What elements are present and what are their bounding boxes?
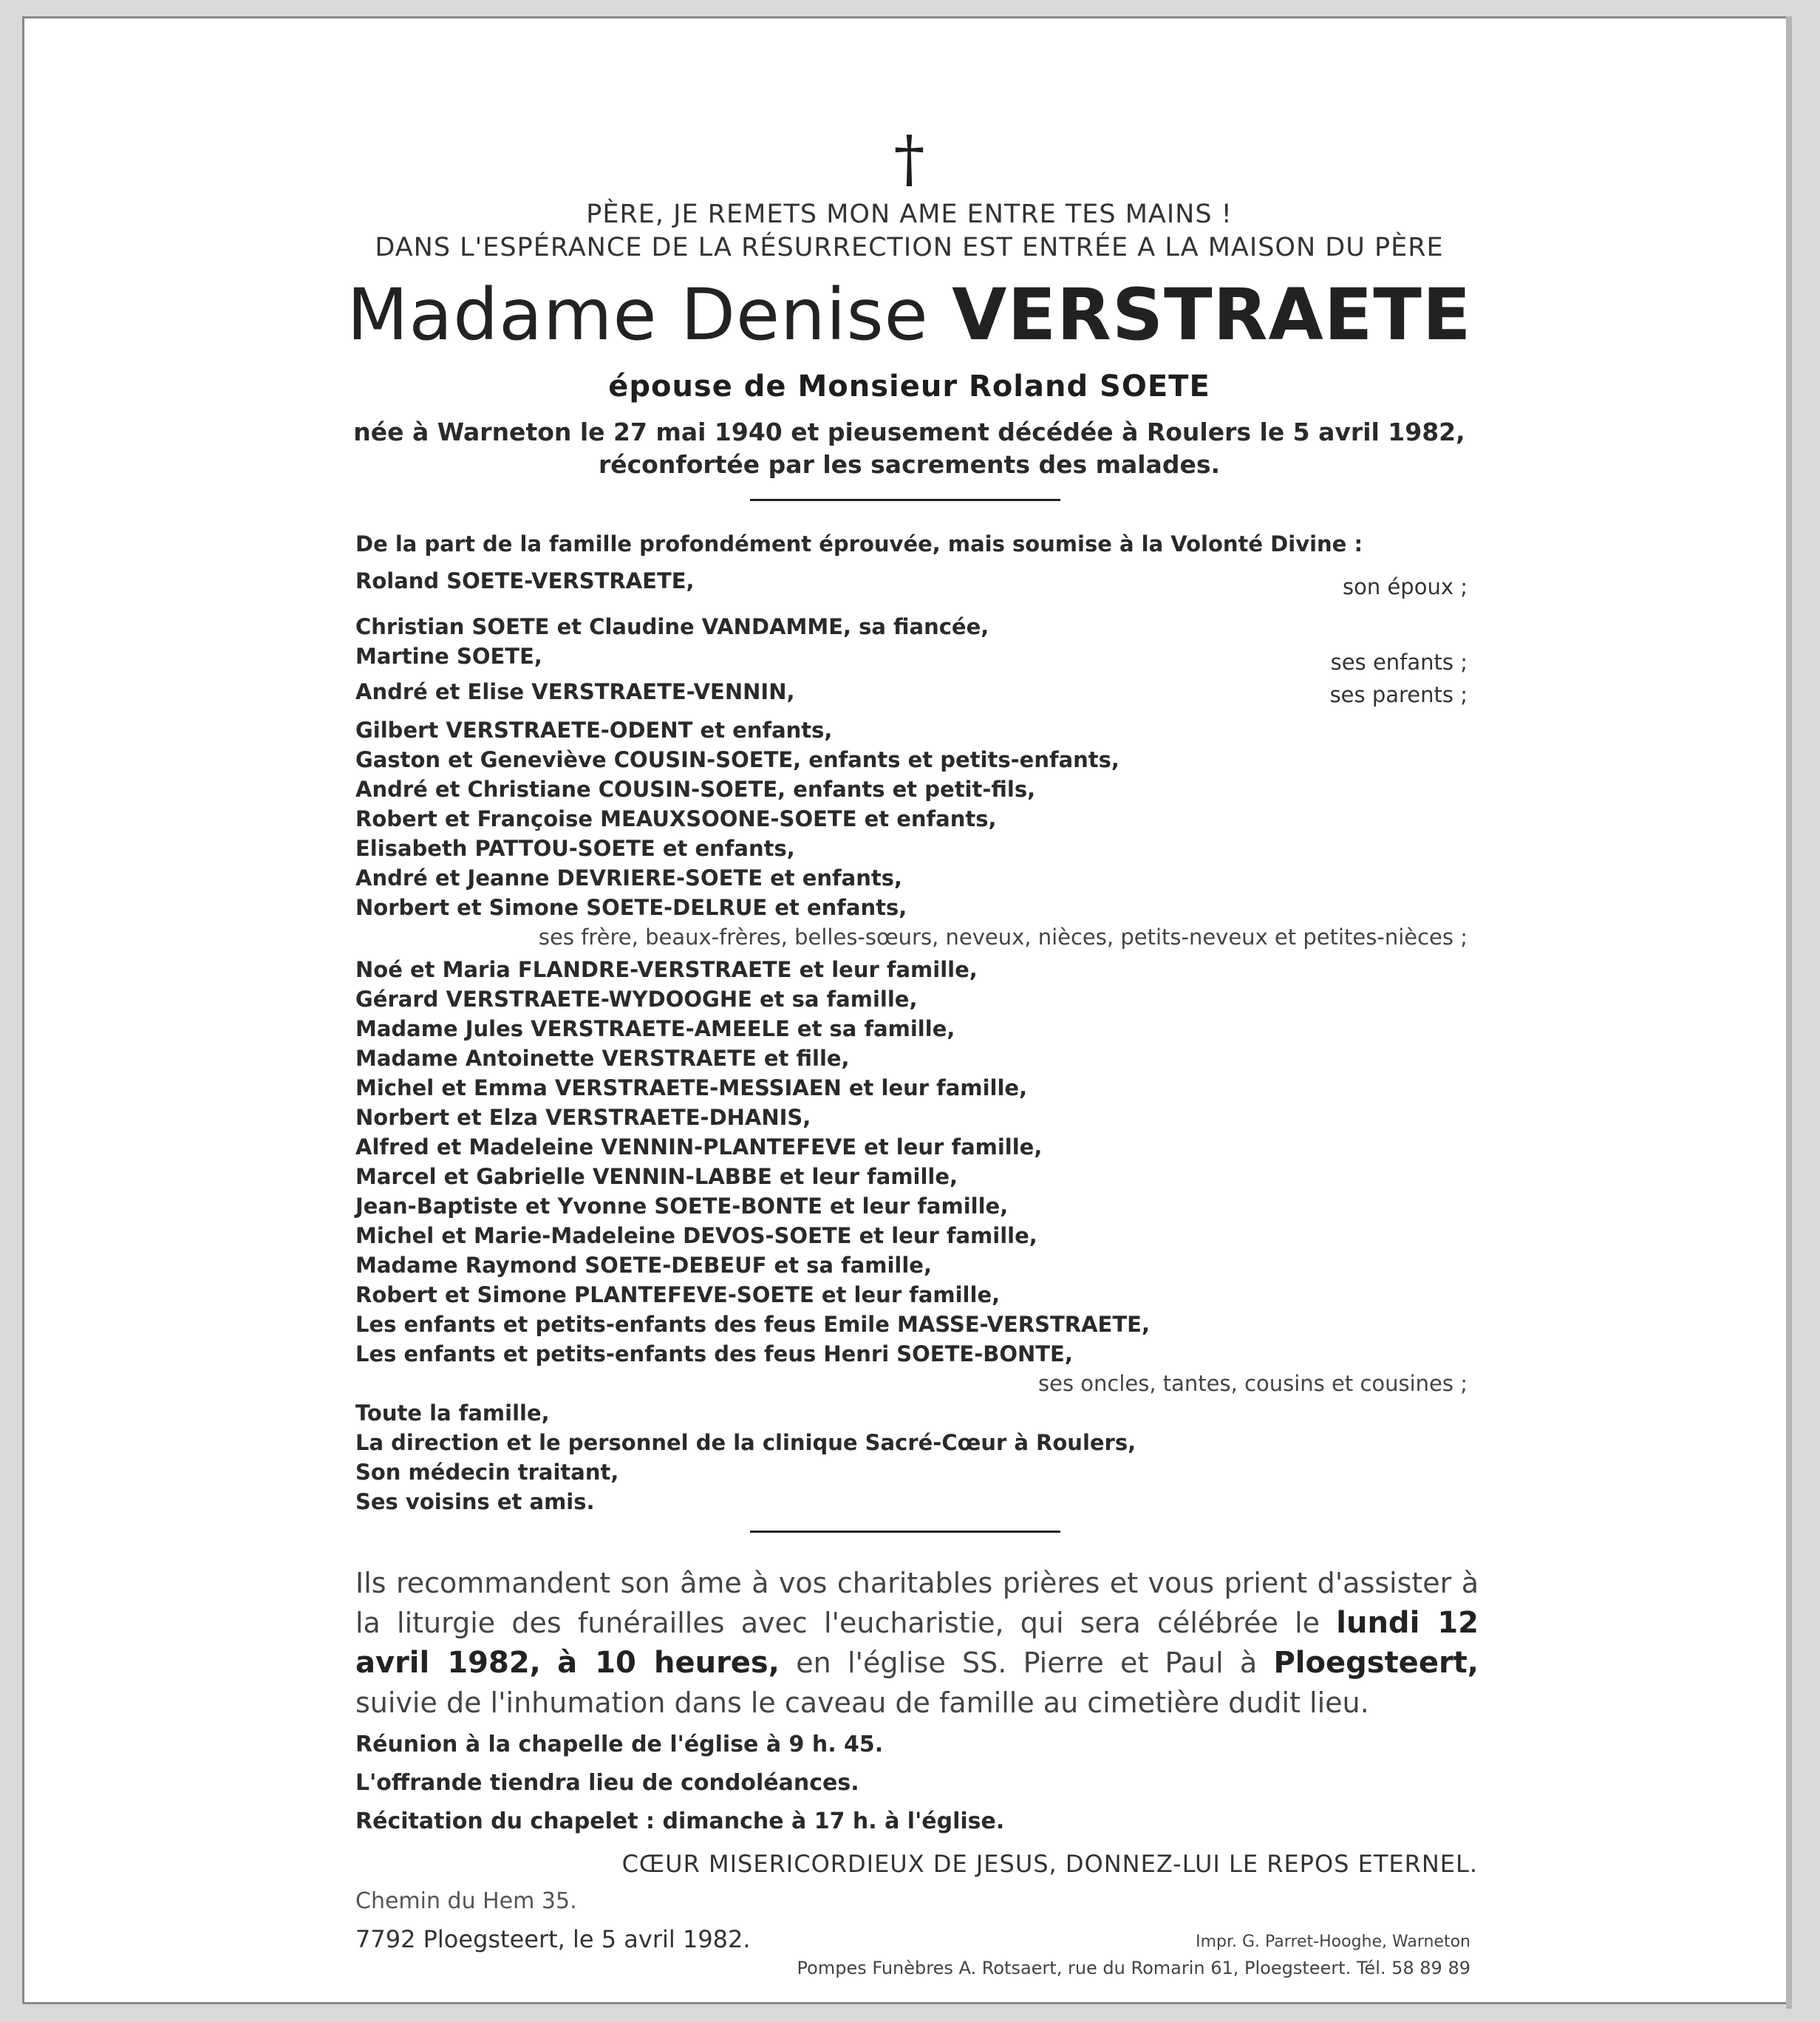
family-intro: De la part de la famille profondément éprouvée, mais soumise à la Volonté Divine : [355,531,1363,556]
mourning-card [22,16,1792,2004]
family-name: Christian SOETE et Claudine VANDAMME, sa fiancée, [355,614,989,639]
divider [750,1531,1060,1533]
family-row: Norbert et Simone SOETE-DELRUE et enfants, [355,895,907,920]
family-row: André et Jeanne DEVRIERE-SOETE et enfants, [355,865,903,891]
sacraments-line: réconfortée par les sacrements des malades. [598,450,1221,479]
siblings-relation: ses frère, beaux-frères, belles-sœurs, neveux, nièces, petits-neveux et petites-nièces ; [538,925,1468,950]
family-name: Martine SOETE, [355,644,542,669]
prayer-line-2: DANS L'ESPÉRANCE DE LA RÉSURRECTION EST ENTRÉE A LA MAISON DU PÈRE [375,233,1444,262]
family-row: Madame Jules VERSTRAETE-AMEELE et sa famille, [355,1016,955,1041]
family-row [355,607,1468,644]
reunion-line: Réunion à la chapelle de l'église à 9 h. 45. [355,1732,884,1757]
family-row [355,564,1468,607]
uncles-relation: ses oncles, tantes, cousins et cousines ; [1038,1371,1468,1396]
funeral-text: suivie de l'inhumation dans le caveau de famille au cimetière dudit lieu. [355,1686,1369,1719]
closing-prayer: CŒUR MISERICORDIEUX DE JESUS, DONNEZ-LUI LE REPOS ETERNEL. [621,1850,1478,1878]
family-row: Ses voisins et amis. [355,1489,595,1514]
family-row [355,676,1468,715]
cross-icon: † [893,123,925,195]
family-name: Roland SOETE-VERSTRAETE, [355,568,695,593]
family-relation: ses parents ; [1329,682,1468,707]
funeral-time: à 10 heures, [557,1646,780,1680]
deceased-name [24,273,1794,356]
prayer-line-1: PÈRE, JE REMETS MON AME ENTRE TES MAINS ! [586,200,1233,229]
family-name: André et Elise VERSTRAETE-VENNIN, [355,679,795,704]
birth-death-line: née à Warneton le 27 mai 1940 et pieusement décédée à Roulers le 5 avril 1982, [353,418,1465,446]
place-date: 7792 Ploegsteert, le 5 avril 1982. [355,1925,751,1953]
family-row: Elisabeth PATTOU-SOETE et enfants, [355,836,795,861]
family-row: Son médecin traitant, [355,1460,619,1485]
family-row: Gaston et Geneviève COUSIN-SOETE, enfants et petits-enfants, [355,747,1119,772]
offering-line: L'offrande tiendra lieu de condoléances. [355,1770,859,1796]
family-row: Robert et Simone PLANTEFEVE-SOETE et leur famille, [355,1282,1001,1307]
family-row: Norbert et Elza VERSTRAETE-DHANIS, [355,1105,811,1130]
family-row: Les enfants et petits-enfants des feus Emile MASSE-VERSTRAETE, [355,1312,1150,1337]
family-row: Alfred et Madeleine VENNIN-PLANTEFEVE et leur famille, [355,1134,1043,1160]
family-relation: son époux ; [1343,574,1468,599]
home-address: Chemin du Hem 35. [355,1888,577,1914]
deceased-title: Madame Denise [347,273,929,356]
family-row: Michel et Marie-Madeleine DEVOS-SOETE et leur famille, [355,1223,1037,1248]
spouse-line: épouse de Monsieur Roland SOETE [608,370,1210,404]
family-row: Noé et Maria FLANDRE-VERSTRAETE et leur famille, [355,957,978,982]
family-row [355,644,1468,676]
deceased-surname: VERSTRAETE [952,273,1472,356]
printer-credit: Impr. G. Parret-Hooghe, Warneton [1196,1933,1470,1951]
divider [750,499,1060,501]
funeral-text: en l'église SS. Pierre et Paul à [796,1647,1258,1679]
family-row: Robert et Françoise MEAUXSOONE-SOETE et enfants, [355,806,997,831]
family-row: La direction et le personnel de la clinique Sacré-Cœur à Roulers, [355,1430,1136,1455]
family-row: André et Christiane COUSIN-SOETE, enfants et petit-fils, [355,777,1036,802]
family-list [355,531,1468,1519]
family-row: Madame Antoinette VERSTRAETE et fille, [355,1046,850,1071]
funeral-text: Ils recommandent son âme à vos charitables prières et vous prient d'assister à la liturgie des funérailles avec l'eucharistie, qui sera célébrée le [355,1567,1479,1639]
family-row: Madame Raymond SOETE-DEBEUF et sa famille, [355,1253,932,1278]
family-row: Marcel et Gabrielle VENNIN-LABBE et leur famille, [355,1164,958,1189]
family-row: Gérard VERSTRAETE-WYDOOGHE et sa famille, [355,987,918,1012]
family-row: Jean-Baptiste et Yvonne SOETE-BONTE et leur famille, [355,1194,1009,1219]
family-row: Les enfants et petits-enfants des feus Henri SOETE-BONTE, [355,1341,1073,1366]
family-row: Gilbert VERSTRAETE-ODENT et enfants, [355,718,833,743]
rosary-line: Récitation du chapelet : dimanche à 17 h. à l'église. [355,1808,1005,1834]
funeral-date: lundi 12 avril 1982, [355,1606,1479,1680]
family-row: Michel et Emma VERSTRAETE-MESSIAEN et leur famille, [355,1075,1028,1100]
funeral-place: Ploegsteert, [1273,1646,1479,1680]
family-row: Toute la famille, [355,1400,550,1426]
undertaker-credit: Pompes Funèbres A. Rotsaert, rue du Romarin 61, Ploegsteert. Tél. 58 89 89 [797,1958,1470,1978]
funeral-paragraph [355,1563,1479,1723]
family-relation: ses enfants ; [1330,650,1468,675]
